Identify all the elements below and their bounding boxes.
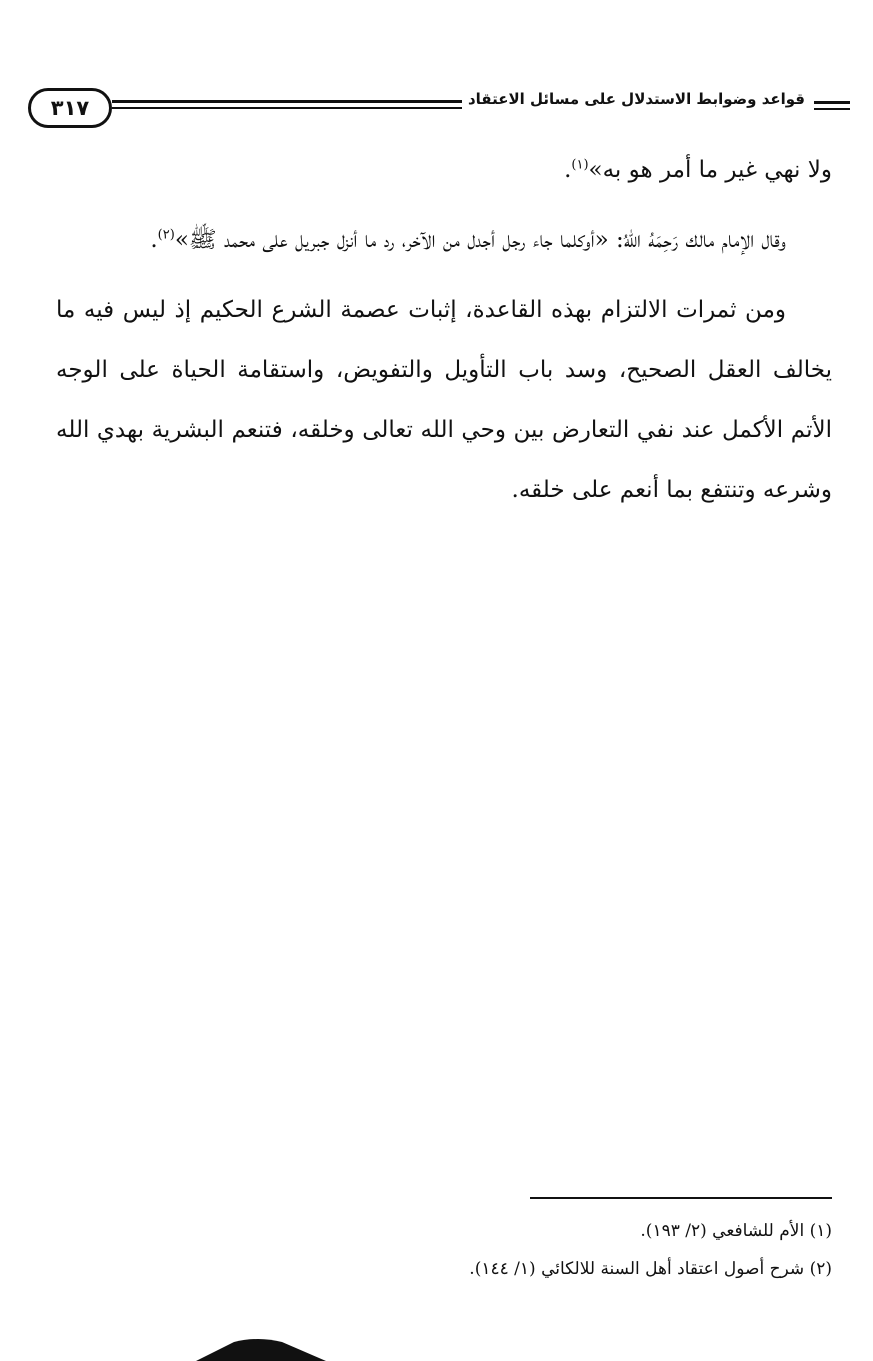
- footnotes: [300, 1212, 832, 1288]
- footnote-2: (٢) شرح أصول اعتقاد أهل السنة للالكائي (١/ ١٤٤).: [469, 1259, 832, 1279]
- paragraph-2: [56, 210, 832, 270]
- running-title: قواعد وضوابط الاستدلال على مسائل الاعتقاد: [467, 90, 805, 108]
- header-rule-short: [814, 101, 850, 110]
- paragraph-1: [56, 140, 832, 200]
- footnote-separator: [530, 1197, 832, 1199]
- footnote-ref-2: (٢): [157, 227, 175, 243]
- page-header: [28, 82, 836, 132]
- paragraph-3: [56, 280, 832, 520]
- footnote-1: (١) الأم للشافعي (٢/ ١٩٣).: [640, 1221, 832, 1241]
- footnote-ref-1: (١): [571, 157, 589, 173]
- paragraph-1-end: .: [564, 157, 572, 183]
- page-number: ٣١٧: [28, 88, 112, 128]
- paragraph-2-text: وقال الإمام مالك رَحِمَهُ اللهُ: «أوكلما جاء رجل أجدل من الآخر، رد ما أنزل جبريل على محمد ﷺ»: [174, 227, 786, 253]
- paragraph-3-text: ومن ثمرات الالتزام بهذه القاعدة، إثبات عصمة الشرع الحكيم إذ ليس فيه ما يخالف العقل الصحيح، وسد باب التأويل والتفويض، واستقامة الحياة على الوجه الأتم الأكمل عند نفي التعارض بين وحي الله تعالى وخلقه، فتنعم البشرية بهدي الله وشرعه وتنتفع بما أنعم على خلقه.: [56, 297, 832, 503]
- header-rule: [112, 100, 462, 109]
- paragraph-1-text: ولا نهي غير ما أمر هو به»: [588, 157, 832, 183]
- paragraph-2-end: .: [150, 227, 158, 253]
- main-text: [56, 140, 832, 520]
- page-edge-mark: [196, 1336, 326, 1361]
